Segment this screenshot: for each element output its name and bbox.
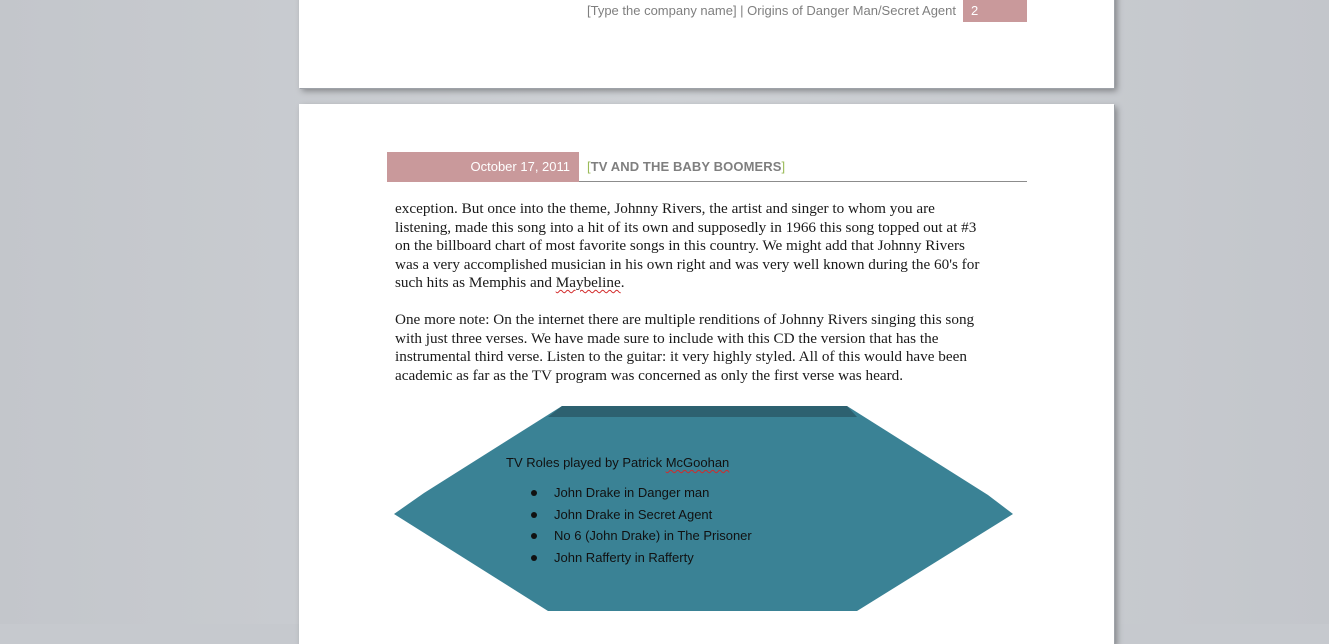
callout-title [506,455,846,470]
spelling-flagged-word[interactable]: Maybeline [555,274,621,291]
bullet-icon [531,512,537,518]
text-line: academic as far as the TV program was concerned as only the first verse was heard. [395,366,904,384]
previous-page[interactable] [299,0,1114,88]
list-item-text: John Drake in Secret Agent [554,506,713,522]
text-line: instrumental third verse. Listen to the guitar: it very highly styled. All of this would have been [395,348,967,365]
text-line: . [620,274,625,291]
bullet-icon [531,555,537,561]
text-line: exception. But once into the theme, Johnny Rivers, the artist and singer to whom you are [395,200,935,217]
page-number: 2 [963,0,1027,22]
title-bracket-open: [ [587,159,591,174]
text-line: with just three verses. We have made sure to include with this CD the version that has the [395,329,939,347]
list-item [506,547,846,569]
paragraph-2 [395,311,1020,385]
list-item [506,482,846,504]
list-item-text: No 6 (John Drake) in The Prisoner [554,528,752,543]
list-item-text: John Rafferty in Rafferty [554,549,694,565]
callout-text[interactable] [506,455,846,568]
current-page[interactable] [299,104,1114,644]
hexagon-top-bevel [548,406,857,417]
list-item [506,525,846,547]
list-item-text: John Drake in Danger man [554,485,710,500]
text-line: was a very accomplished musician in his own right and was very well known during the 60's for [395,255,980,273]
bullet-icon [531,490,537,496]
header-date: October 17, 2011 [387,152,579,182]
header-rule [579,181,1027,182]
document-body[interactable] [395,200,1020,404]
list-item [506,504,846,526]
text-line: listening, made this song into a hit of its own and supposedly in 1966 this song topped out at #3 [395,218,977,236]
page-footer: [Type the company name] | Origins of Danger Man/Secret Agent [586,3,956,18]
header-title-block [587,152,785,182]
text-line: on the billboard chart of most favorite songs in this country. We might add that Johnny Rivers [395,237,965,254]
bullet-icon [531,533,537,539]
spelling-flagged-word[interactable]: McGoohan [665,455,730,470]
text-line: such hits as Memphis and [395,274,556,291]
title-bracket-close: ] [781,159,786,174]
header-title: TV AND THE BABY BOOMERS [590,159,782,174]
paragraph-1 [395,200,1020,293]
roles-list [506,482,846,568]
text-line: One more note: On the internet there are multiple renditions of Johnny Rivers singing this song [395,311,975,328]
callout-title-text: TV Roles played by Patrick [506,455,666,470]
